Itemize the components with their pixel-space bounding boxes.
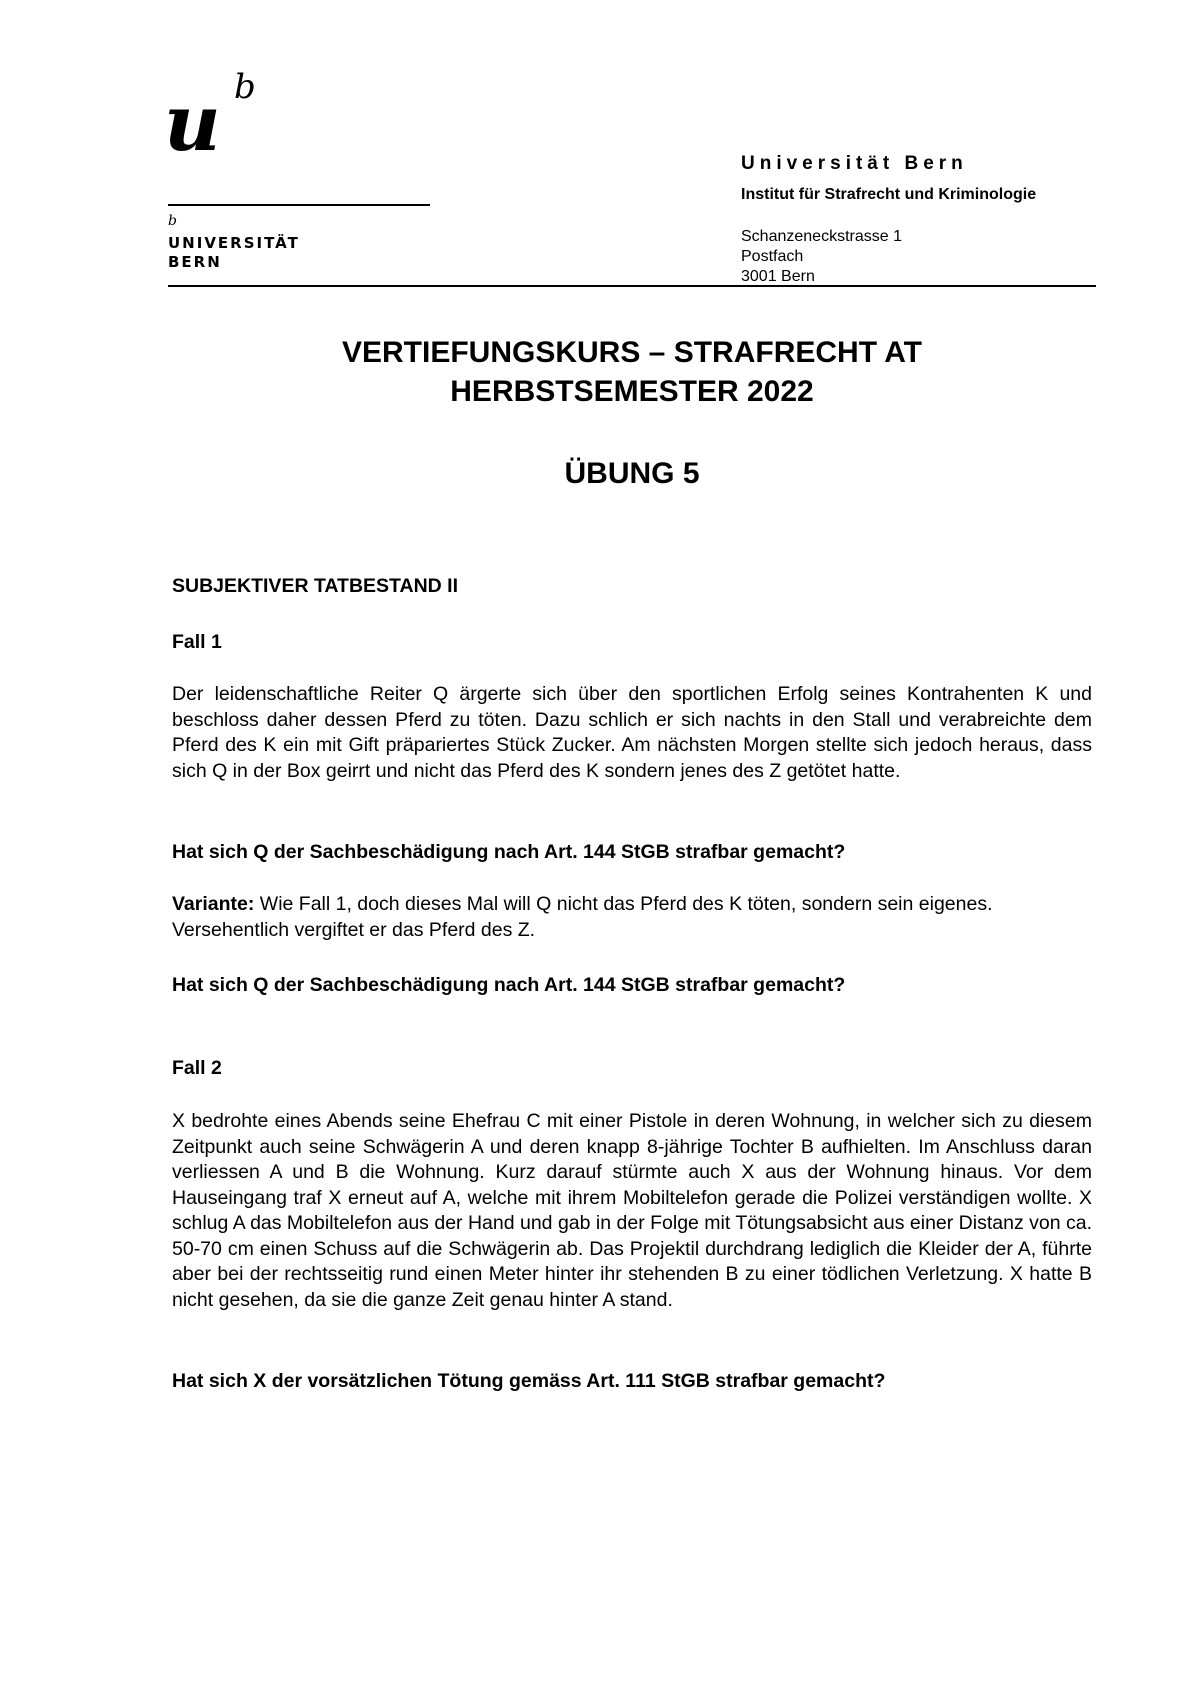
address-block <box>741 227 902 287</box>
semester-title: HERBSTSEMESTER 2022 <box>450 375 814 408</box>
address-street: Schanzeneckstrasse 1 <box>741 228 902 245</box>
exercise-title: ÜBUNG 5 <box>564 457 700 490</box>
case1-text: Der leidenschaftliche Reiter Q ärgerte sich über den sportlichen Erfolg seines Kontrahenten K und beschloss daher dessen Pferd zu töten. Dazu schlich er sich nachts in den Stall und verabreichte dem Pferd des K ein mit Gift präpariertes Stück Zucker. Am nächsten Morgen stellte sich jedoch heraus, dass sich Q in der Box geirrt und nicht das Pferd des K sondern jenes des Z getötet hatte. <box>172 683 1092 782</box>
logo-wordmark-line1: UNIVERSITÄT <box>168 234 300 252</box>
university-logo <box>164 67 274 170</box>
variant-question: Hat sich Q der Sachbeschädigung nach Art. 144 StGB strafbar gemacht? <box>172 974 846 996</box>
variant-label: Variante: <box>172 893 255 915</box>
institute-name: Institut für Strafrecht und Kriminologie <box>741 186 1037 203</box>
case2-text: X bedrohte eines Abends seine Ehefrau C mit einer Pistole in deren Wohnung, in welcher sich zu diesem Zeitpunkt auch seine Schwägerin A und deren knapp 8-jährige Tochter B aufhielten. Im Anschluss daran verliessen A und B die Wohnung. Kurz darauf stürmte auch X aus der Wohnung hinaus. Vor dem Hauseingang traf X erneut auf A, welche mit ihrem Mobiltelefon gerade die Polizei verständigen wollte. X schlug A das Mobiltelefon aus der Hand und gab in der Folge mit Tötungsabsicht aus einer Distanz von ca. 50-70 cm einen Schuss auf die Schwägerin ab. Das Projektil durchdrang lediglich die Kleider der A, führte aber bei der rechtsseitig rund einen Meter hinter ihr stehenden B zu einer tödlichen Verletzung. X hatte B nicht gesehen, da sie die ganze Zeit genau hinter A stand. <box>172 1110 1092 1311</box>
case1-question: Hat sich Q der Sachbeschädigung nach Art. 144 StGB strafbar gemacht? <box>172 841 846 863</box>
case2-heading: Fall 2 <box>172 1057 222 1079</box>
university-name: Universität Bern <box>741 153 968 174</box>
logo-divider <box>168 204 430 206</box>
case1-heading: Fall 1 <box>172 631 222 653</box>
logo-small-b: b <box>168 213 177 229</box>
course-title: VERTIEFUNGSKURS – STRAFRECHT AT <box>341 336 923 369</box>
header-divider <box>168 285 1096 287</box>
address-postbox: Postfach <box>741 248 804 265</box>
variant-text: Wie Fall 1, doch dieses Mal will Q nicht das Pferd des K töten, sondern sein eigenes. Versehentlich vergiftet er das Pferd des Z. <box>172 893 993 941</box>
address-city: 3001 Bern <box>741 268 815 285</box>
logo-b-glyph: b <box>234 67 256 107</box>
logo-wordmark-line2: BERN <box>168 253 222 271</box>
section-heading: SUBJEKTIVER TATBESTAND II <box>172 575 459 597</box>
logo-u-glyph: u <box>164 78 221 169</box>
case2-question: Hat sich X der vorsätzlichen Tötung gemäss Art. 111 StGB strafbar gemacht? <box>172 1370 886 1392</box>
case1-variant <box>172 892 1092 943</box>
